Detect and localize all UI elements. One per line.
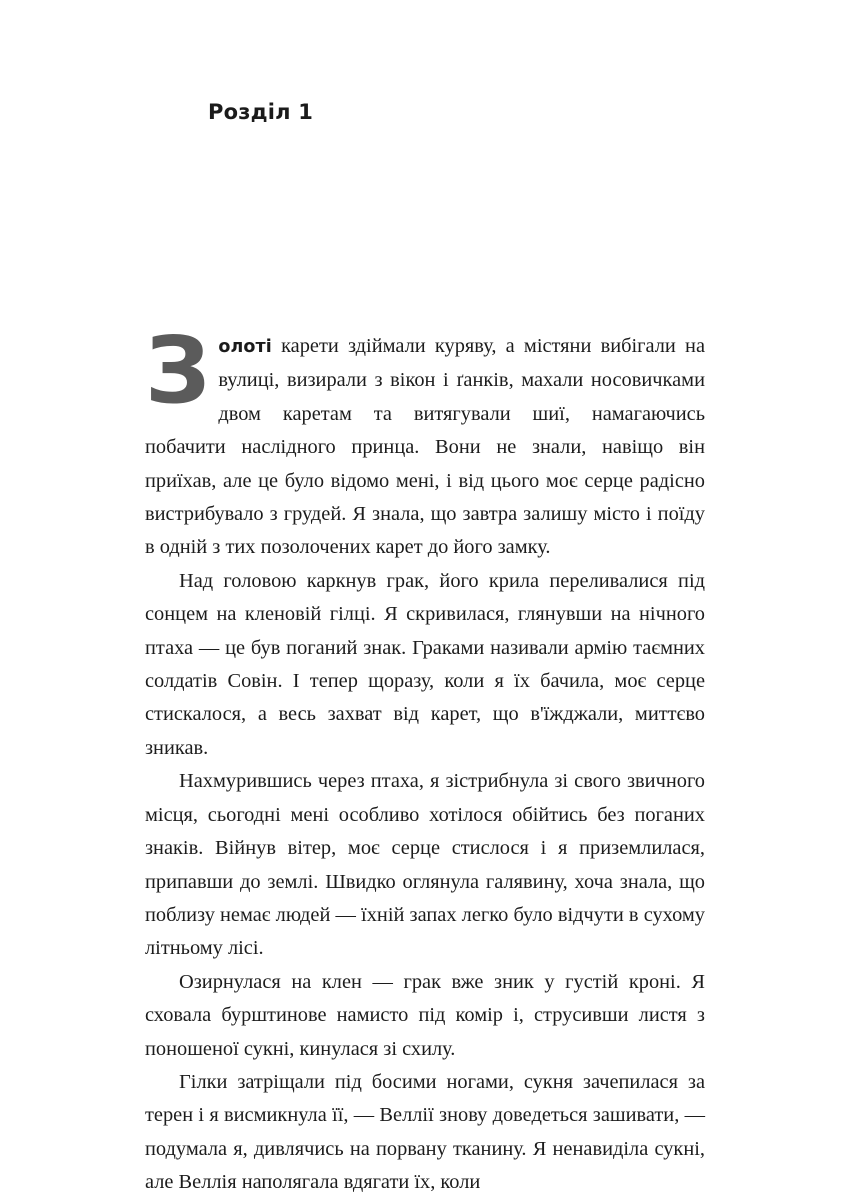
drop-cap: З [145, 317, 211, 424]
paragraph-4: Озирнулася на клен — грак вже зник у густій кроні. Я сховала бурштинове намисто під комір і, струсивши листя з поношеної сукні, кинулася зі схилу. [145, 970, 705, 1060]
paragraph-3: Нахмурившись через птаха, я зістрибнула зі свого звичного місця, сьогодні мені особливо хотілося обійтись без поганих знаків. Війнув вітер, моє серце стислося і я приземлилася, припавши до землі. Швидко оглянула галявину, хоча знала, що поблизу немає людей — їхній запах легко було відчути в сухому літньому лісі. [145, 770, 705, 960]
paragraph-1-text: карети здіймали куряву, а містяни вибігали на вулиці, визирали з вікон і ґанків, махали носовичками двом каретам та витягували шиї, намагаючись побачити наслідного принца. Вони не знали, навіщо він приїхав, але це було відомо мені, і від цього моє серце радісно вистрибувало з грудей. Я знала, що завтра залишу місто і поїду в одній з тих позолочених карет до його замку. [145, 335, 705, 559]
lead-words: олоті [218, 337, 272, 357]
paragraph-5: Гілки затріщали під босими ногами, сукня зачепилася за терен і я висмикнула її, — Веллії знову доведеться зашивати, — подумала я, дивлячись на порвану тканину. Я ненавиділа сукні, але Веллія наполягала вдягати їх, коли [145, 1070, 705, 1194]
paragraph-2: Над головою каркнув грак, його крила переливалися під сонцем на кленовій гілці. Я скривилася, глянувши на нічного птаха — це був поганий знак. Граками називали армію таємних солдатів Совін. І тепер щоразу, коли я їх бачила, моє серце стискалося, а весь захват від карет, що в'їжджали, миттєво зникав. [145, 569, 705, 759]
chapter-heading: Розділ 1 [208, 100, 314, 124]
body-text-block [145, 317, 705, 1200]
paragraph-1 [145, 317, 705, 565]
